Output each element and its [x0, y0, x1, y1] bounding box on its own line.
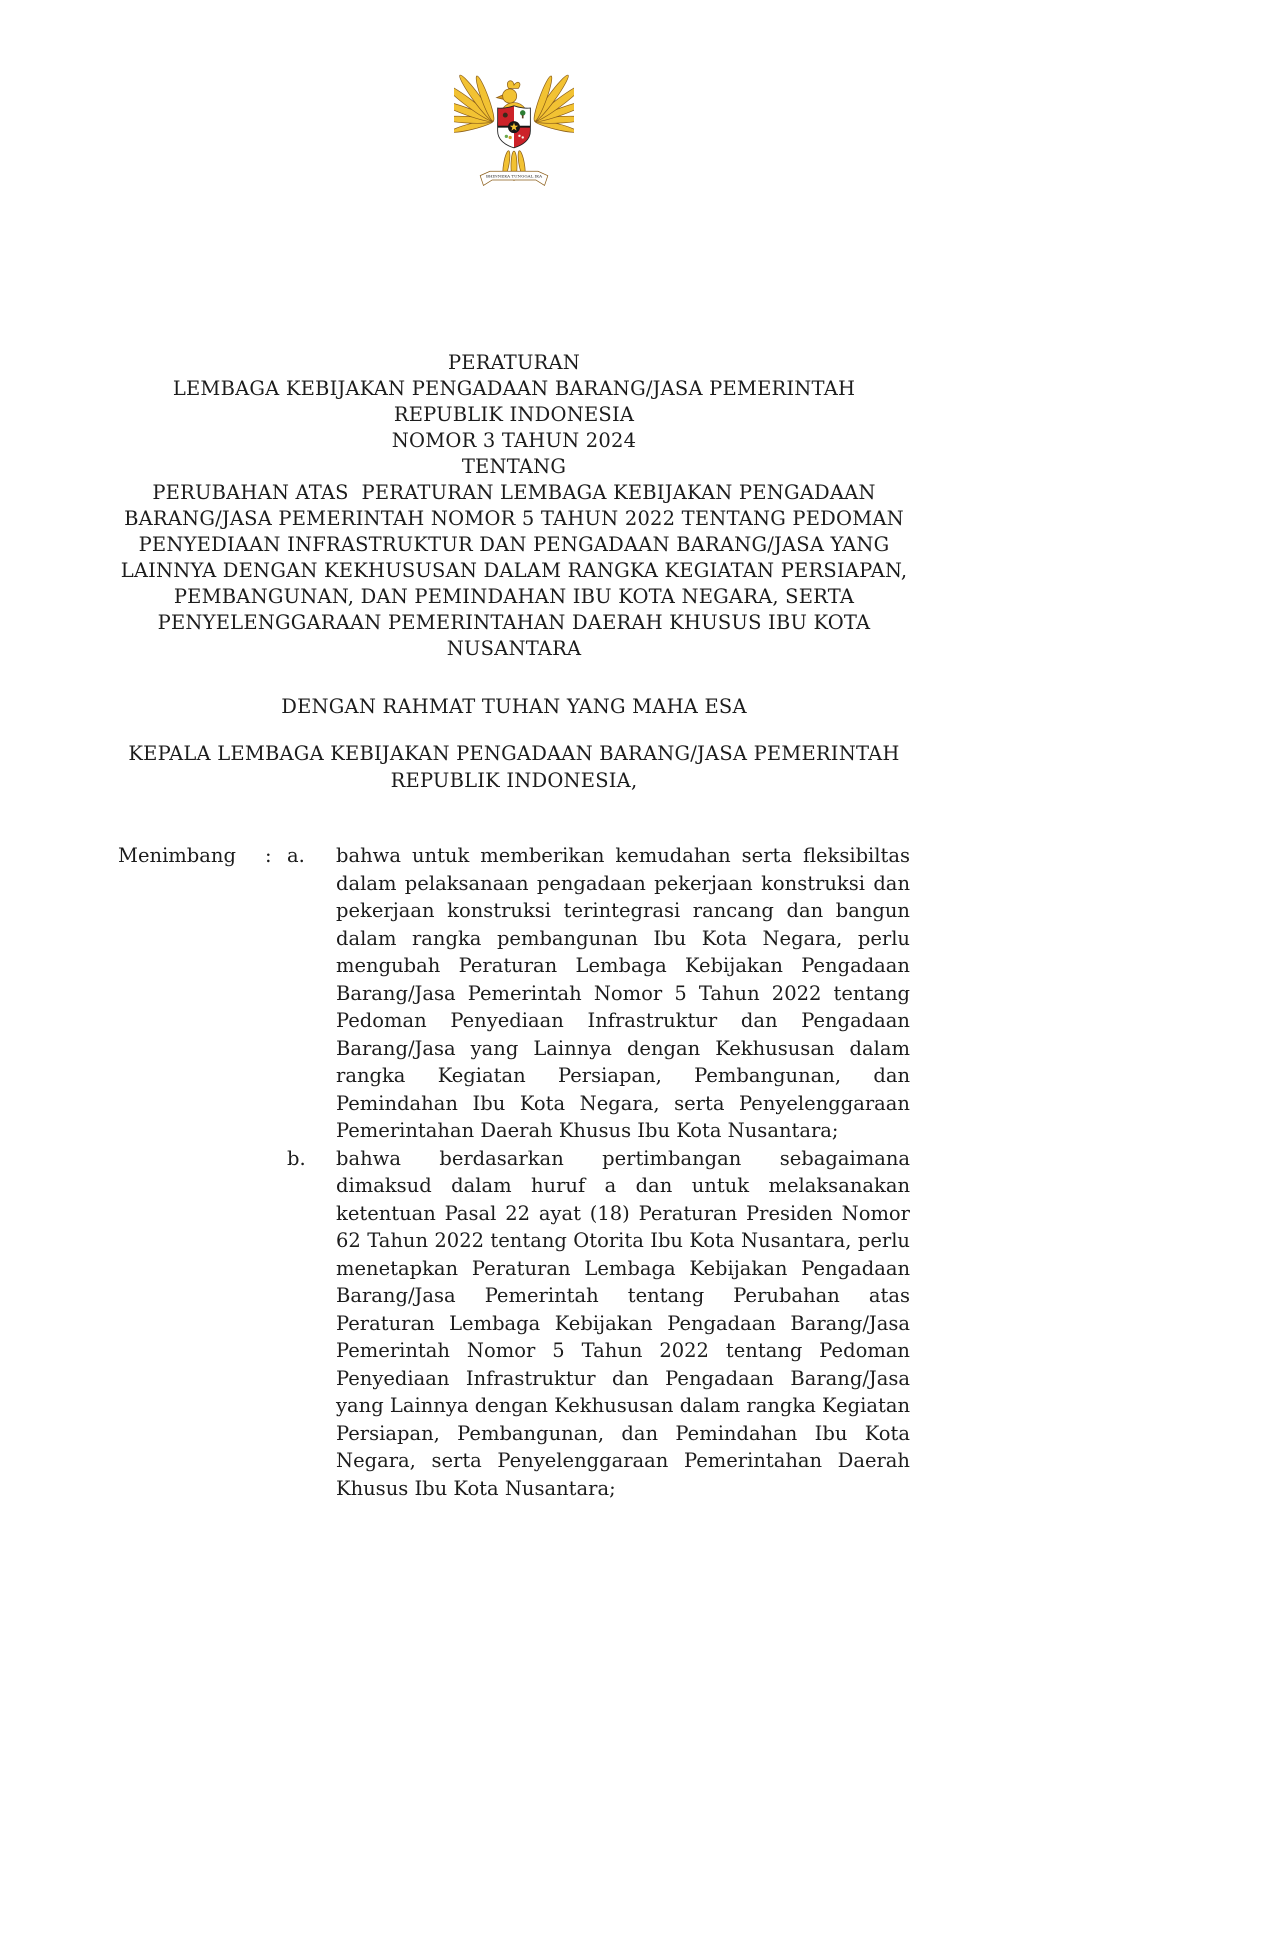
considering-item-b — [287, 1145, 910, 1503]
considering-colon: : — [265, 844, 272, 867]
title-line-subject-3: PENYEDIAAN INFRASTRUKTUR DAN PENGADAAN BARANG/JASA YANG — [138, 533, 890, 556]
official-line-2: REPUBLIK INDONESIA, — [390, 769, 638, 792]
considering-item-a-text: bahwa untuk memberikan kemudahan serta fleksibiltas dalam pelaksanaan pengadaan pekerjaan konstruksi dan pekerjaan konstruksi terintegrasi rancang dan bangun dalam rangka pembangunan Ibu Kota Negara, perlu mengubah Peraturan Lembaga Kebijakan Pengadaan Barang/Jasa Pemerintah Nomor 5 Tahun 2022 tentang Pedoman Penyediaan Infrastruktur dan Pengadaan Barang/Jasa yang Lainnya dengan Kekhususan dalam rangka Kegiatan Persiapan, Pembangunan, dan Pemindahan Ibu Kota Negara, serta Penyelenggaraan Pemerintahan Daerah Khusus Ibu Kota Nusantara; — [336, 844, 910, 1142]
title-line-lembaga: LEMBAGA KEBIJAKAN PENGADAAN BARANG/JASA PEMERINTAH — [172, 377, 856, 400]
document-content — [118, 0, 910, 1502]
considering-item-b-letter: b. — [287, 1146, 306, 1170]
title-line-subject-1: PERUBAHAN ATAS PERATURAN LEMBAGA KEBIJAKAN PENGADAAN — [152, 481, 876, 504]
garuda-pancasila-emblem-icon — [454, 52, 574, 204]
emblem-motto-text: BHINNEKA TUNGGAL IKA — [485, 173, 543, 179]
title-line-subject-5: PEMBANGUNAN, DAN PEMINDAHAN IBU KOTA NEGARA, SERTA — [173, 585, 855, 608]
title-line-republik: REPUBLIK INDONESIA — [393, 403, 635, 426]
issuing-official-block — [118, 740, 910, 794]
considering-item-a-letter: a. — [287, 844, 305, 867]
title-line-nomor: NOMOR 3 TAHUN 2024 — [391, 429, 637, 452]
considering-label: Menimbang — [118, 844, 236, 867]
considering-item-b-text: bahwa berdasarkan pertimbangan sebagaimana dimaksud dalam huruf a dan untuk melaksanakan ketentuan Pasal 22 ayat (18) Peraturan Presiden Nomor 62 Tahun 2022 tentang Otorita Ibu Kota Nusantara, perlu menetapkan Peraturan Lembaga Kebijakan Pengadaan Barang/Jasa Pemerintah tentang Perubahan atas Peraturan Lembaga Kebijakan Pengadaan Barang/Jasa Pemerintah Nomor 5 Tahun 2022 tentang Pedoman Penyediaan Infrastruktur dan Pengadaan Barang/Jasa yang Lainnya dengan Kekhususan dalam rangka Kegiatan Persiapan, Pembangunan, dan Pemindahan Ibu Kota Negara, serta Penyelenggaraan Pemerintahan Daerah Khusus Ibu Kota Nusantara; — [336, 1146, 910, 1500]
considering-section — [118, 842, 910, 1502]
document-title-block — [118, 350, 910, 662]
garuda-svg — [454, 52, 574, 200]
invocation-line: DENGAN RAHMAT TUHAN YANG MAHA ESA — [281, 695, 747, 718]
title-line-subject-2: BARANG/JASA PEMERINTAH NOMOR 5 TAHUN 2022 TENTANG PEDOMAN — [124, 507, 904, 530]
official-line-1: KEPALA LEMBAGA KEBIJAKAN PENGADAAN BARANG/JASA PEMERINTAH — [128, 742, 900, 765]
title-line-peraturan: PERATURAN — [447, 351, 581, 374]
title-line-tentang: TENTANG — [461, 455, 567, 478]
title-line-subject-4: LAINNYA DENGAN KEKHUSUSAN DALAM RANGKA KEGIATAN PERSIAPAN, — [120, 559, 908, 582]
emblem-row — [118, 0, 910, 204]
title-line-subject-7: NUSANTARA — [446, 637, 582, 660]
considering-items — [287, 842, 910, 1502]
considering-item-a — [287, 842, 910, 1145]
title-line-subject-6: PENYELENGGARAAN PEMERINTAHAN DAERAH KHUSUS IBU KOTA — [157, 611, 871, 634]
